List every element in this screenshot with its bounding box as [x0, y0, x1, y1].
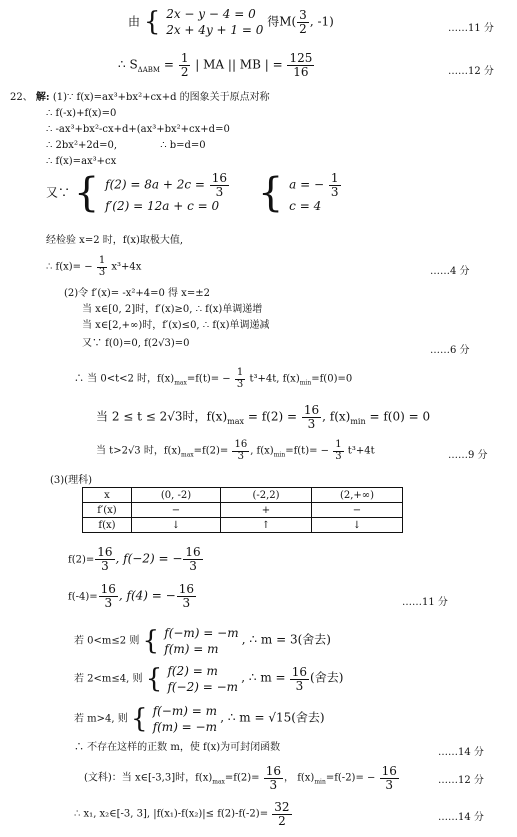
c1-end: =f(0)=0	[311, 373, 353, 385]
area-line	[118, 52, 315, 78]
sysB	[289, 172, 341, 214]
k1-eq2: f(m) = m	[164, 642, 219, 657]
v1-num2: 16	[185, 545, 201, 559]
score-11b: ……11 分	[402, 597, 448, 608]
k1-post: , ∴ m = 3(舍去)	[241, 632, 331, 647]
p1-check: 经检验 x=2 时，f(x)取极大值,	[46, 235, 184, 246]
sysA-brace: {	[73, 170, 100, 217]
c1-post: t³+4t, f(x)	[249, 373, 300, 385]
w-post: ， f(x)	[284, 772, 315, 784]
c2-end: = f(0) = 0	[369, 409, 431, 424]
sysA-frac	[210, 172, 229, 198]
v2-den: 3	[104, 595, 113, 610]
text-youyin: 又∵	[46, 185, 71, 200]
v2-num: 16	[100, 582, 116, 596]
c1-pre: ∴ 当 0<t<2 时，f(x)	[74, 373, 175, 385]
p3-case-2	[74, 663, 343, 695]
w-pre: (文科)：当 x∈[-3,3]时，f(x)	[84, 772, 213, 784]
score-12b: ……12 分	[438, 775, 484, 786]
p1-text-2: ∴ f(-x)+f(x)=0	[46, 108, 117, 119]
p3-case-3	[74, 703, 325, 735]
last-pre: ∴ x₁, x₂∈[-3, 3], |f(x₁)-f(x₂)|≤ f(2)-f(-2)=	[74, 808, 269, 820]
line-system	[166, 6, 263, 38]
p1-text-3: ∴ -ax³+bx²-cx+d+(ax³+bx²+cx+d=0	[46, 124, 230, 135]
sysB-num: 1	[330, 171, 339, 185]
v2-den2: 3	[182, 595, 191, 610]
p1-text-4b: ∴ b=d=0	[160, 140, 206, 151]
k2-num: 16	[291, 665, 308, 680]
v1-pre: f(2)=	[68, 554, 95, 566]
k2-brace: {	[145, 664, 163, 695]
table-cell: ↓	[312, 518, 403, 533]
sysA	[105, 172, 230, 214]
c3-end: t³+4t	[347, 445, 375, 457]
point-m-y: , -1)	[309, 14, 334, 29]
v1-num: 16	[97, 545, 113, 559]
last-frac	[272, 801, 291, 827]
c3-num: 16	[234, 439, 248, 450]
sysA-eq1: f(2) = 8a + 2c =	[105, 177, 205, 192]
score-14a: ……14 分	[438, 747, 484, 758]
v1-frac2	[183, 546, 202, 572]
table-cell: −	[132, 503, 221, 518]
p3-head: (3)(理科)	[50, 475, 92, 486]
area-sub: ΔABM	[137, 65, 161, 74]
p3-conclusion: ∴ 不存在这样的正数 m，使 f(x)为可封闭函数	[74, 742, 281, 753]
table-row	[83, 503, 403, 518]
k3-system	[153, 703, 217, 735]
sysB-den: 3	[330, 184, 339, 199]
c3-mid2: =f(t)= −	[285, 445, 330, 457]
v1-den: 3	[101, 558, 109, 573]
sysA-eq2: f′(2) = 12a + c = 0	[105, 199, 220, 214]
w-frac2	[380, 765, 399, 791]
c3-max: max	[181, 451, 194, 459]
c2-min: min	[350, 416, 366, 426]
sysB-frac	[329, 172, 341, 198]
c2-den: 3	[307, 416, 316, 431]
table-cell: (0, -2)	[132, 488, 221, 503]
table-cell: ↑	[221, 518, 312, 533]
sysB-row1	[289, 172, 341, 198]
c1-den: 3	[236, 378, 244, 390]
table-cell: x	[83, 488, 132, 503]
score-12a: ……12 分	[448, 66, 494, 77]
c2-mid: = f(2) =	[247, 409, 298, 424]
p3-wenke	[84, 765, 400, 791]
c2-pre: 当 2 ≤ t ≤ 2√3时，f(x)	[96, 409, 228, 424]
p1-text-4a: ∴ 2bx²+2d=0,	[46, 140, 118, 151]
c1-max: max	[174, 379, 187, 387]
p1-fx-den: 3	[98, 266, 106, 278]
half-den: 2	[180, 64, 189, 79]
k2-den: 3	[295, 678, 304, 693]
table-header-row	[83, 488, 403, 503]
p2-case-2	[96, 404, 430, 430]
system-eq-1: 2x − y − 4 = 0	[166, 7, 256, 21]
p2-text-1: (2)令 f′(x)= -x²+4=0 得 x=±2	[64, 288, 210, 299]
c1-frac	[235, 368, 245, 390]
k2-system	[167, 663, 238, 695]
p1-text-1: (1)∵ f(x)=ax³+bx²+cx+d 的图象关于原点对称	[52, 92, 270, 103]
c3-min: min	[273, 451, 286, 459]
sysB-brace: {	[257, 170, 284, 217]
c3-den: 3	[237, 450, 245, 462]
p1-text-4	[46, 141, 206, 151]
c2-post: , f(x)	[322, 409, 351, 424]
table-cell: (2,+∞)	[312, 488, 403, 503]
p2-case-1	[74, 368, 352, 390]
v2-frac2	[177, 583, 196, 609]
k2-eq2: f(−2) = −m	[167, 680, 239, 695]
last-den: 2	[278, 813, 286, 828]
table-cell: (-2,2)	[221, 488, 312, 503]
table-cell: ↓	[132, 518, 221, 533]
k2-frac	[290, 666, 309, 692]
c3-den2: 3	[335, 450, 342, 462]
k3-post: , ∴ m = √15(舍去)	[220, 710, 325, 725]
p3-last	[74, 801, 293, 827]
text-you: 由	[128, 14, 141, 29]
w-den2: 3	[385, 777, 394, 792]
solution-label: 解:	[35, 92, 50, 103]
c2-frac	[302, 404, 321, 430]
k1-pre: 若 0<m≤2 则	[74, 635, 140, 647]
k3-pre: 若 m>4, 则	[74, 713, 128, 725]
k3-eq1: f(−m) = m	[152, 704, 217, 718]
score-9: ……9 分	[448, 450, 488, 461]
w-mid: =f(2)=	[224, 772, 260, 784]
w-den: 3	[269, 777, 278, 792]
area-prefix: ∴ S	[118, 57, 138, 72]
p3-case-1	[74, 625, 331, 657]
c3-mid: =f(2)=	[193, 445, 229, 457]
res-den: 16	[293, 64, 309, 79]
mx-den: 2	[299, 21, 307, 36]
v1-mid: , f(−2) = −	[115, 551, 183, 566]
p1-fx-pre: ∴ f(x)= −	[46, 261, 93, 273]
p3-values-1	[68, 546, 204, 572]
c3-pre: 当 t>2√3 时，f(x)	[96, 445, 181, 457]
w-max: max	[212, 778, 225, 786]
monotonicity-table	[82, 487, 403, 533]
res-num: 125	[289, 51, 313, 65]
k3-eq2: f(m) = −m	[152, 720, 217, 735]
score-11a: ……11 分	[448, 23, 494, 34]
c3-num2: 1	[335, 439, 342, 450]
sysA-num: 16	[211, 171, 228, 185]
p2-case-3	[96, 440, 375, 462]
half-num: 1	[180, 51, 189, 65]
half-fraction	[179, 52, 191, 78]
p2-text-2: 当 x∈[0, 2]时，f′(x)≥0, ∴ f(x)单调递增	[82, 304, 263, 315]
score-4: ……4 分	[430, 266, 470, 277]
w-num: 16	[265, 764, 282, 778]
w-num2: 16	[381, 764, 397, 778]
last-num: 32	[274, 800, 290, 814]
system-eq-2: 2x + 4y + 1 = 0	[166, 23, 264, 38]
p3-values-2	[68, 583, 197, 609]
sysA-den: 3	[215, 184, 224, 199]
w-min: min	[314, 778, 326, 786]
p2-text-4: 又∵ f(0)=0, f(2√3)=0	[82, 338, 190, 349]
system-brace: {	[143, 7, 161, 38]
k2-mid: , ∴ m =	[241, 670, 286, 685]
c1-min: min	[299, 379, 312, 387]
problem-22-line1	[10, 93, 270, 103]
c1-num: 1	[236, 367, 244, 378]
p1-text-5: ∴ f(x)=ax³+cx	[46, 156, 117, 167]
p1-fx-post: x³+4x	[111, 261, 142, 273]
mx-num: 3	[299, 8, 307, 23]
sysB-eq1: a = −	[289, 177, 325, 192]
c2-max: max	[227, 416, 245, 426]
table-row	[83, 518, 403, 533]
v2-pre: f(-4)=	[68, 591, 98, 603]
c3-post: , f(x)	[250, 445, 274, 457]
k3-brace: {	[130, 704, 148, 735]
mx-fraction	[297, 9, 309, 35]
area-mid: | MA || MB | =	[195, 57, 283, 72]
table-cell: f(x)	[83, 518, 132, 533]
area-result-fraction	[287, 52, 314, 78]
intersection-line	[128, 6, 334, 38]
k2-post: (舍去)	[310, 670, 344, 685]
v2-num2: 16	[178, 582, 194, 596]
v2-frac	[99, 583, 118, 609]
k2-eq1: f(2) = m	[167, 664, 218, 678]
sysA-row1	[105, 172, 230, 198]
area-eq: =	[163, 57, 174, 72]
c1-mid: =f(t)= −	[186, 373, 231, 385]
p2-text-3: 当 x∈[2,+∞)时，f′(x)≤0, ∴ f(x)单调递减	[82, 320, 270, 331]
p1-fx	[46, 256, 141, 278]
c2-num: 16	[303, 403, 320, 417]
c3-frac	[232, 440, 249, 462]
problem-number: 22、	[10, 92, 33, 103]
k1-system	[164, 625, 238, 657]
c3-frac2	[333, 440, 343, 462]
k1-eq1: f(−m) = −m	[164, 626, 239, 640]
k2-pre: 若 2<m≤4, 则	[74, 673, 143, 685]
score-14b: ……14 分	[438, 812, 484, 823]
table-cell: +	[221, 503, 312, 518]
w-frac	[264, 765, 283, 791]
score-6: ……6 分	[430, 345, 470, 356]
sysB-eq2: c = 4	[289, 199, 322, 214]
v2-mid: , f(4) = −	[118, 588, 176, 603]
w-mid2: =f(-2)= −	[325, 772, 376, 784]
table-cell: f′(x)	[83, 503, 132, 518]
table-cell: −	[312, 503, 403, 518]
p1-system-line	[46, 170, 342, 217]
point-m-label: 得M(	[267, 14, 297, 29]
v1-den2: 3	[189, 558, 197, 573]
k1-brace: {	[142, 626, 160, 657]
p1-fx-frac	[97, 256, 107, 278]
p1-fx-num: 1	[98, 255, 106, 266]
v1-frac	[95, 546, 114, 572]
